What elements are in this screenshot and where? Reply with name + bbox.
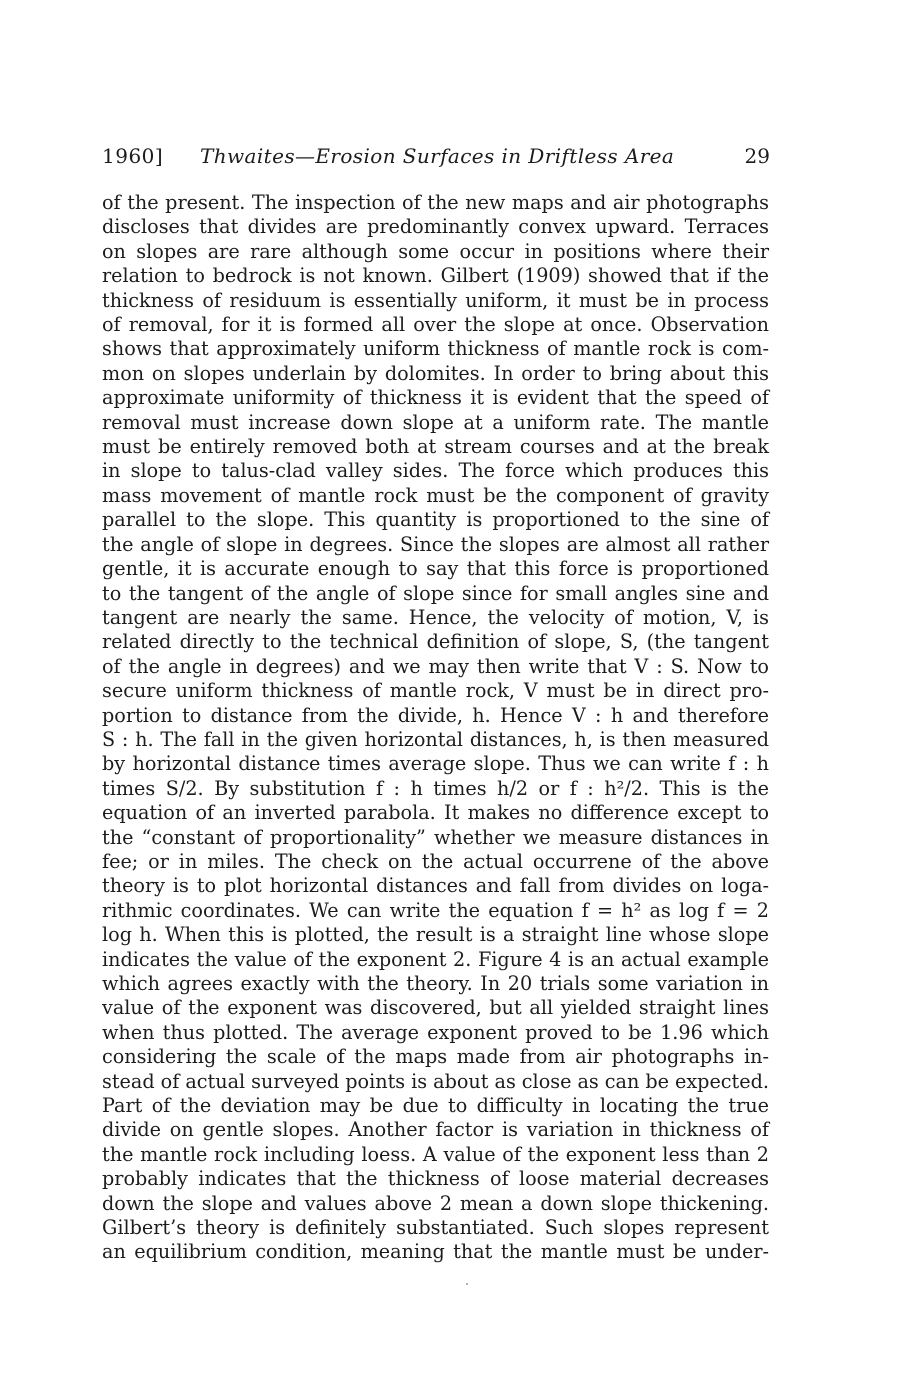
text-line: discloses that divides are predominantly convex upward. Terraces — [102, 215, 769, 239]
text-line: the mantle rock including loess. A value of the exponent less than 2 — [102, 1142, 769, 1166]
text-line: value of the exponent was discovered, but all yielded straight lines — [102, 996, 769, 1020]
text-line: in slope to talus-clad valley sides. The force which produces this — [102, 459, 769, 483]
text-line: relation to bedrock is not known. Gilbert (1909) showed that if the — [102, 264, 769, 288]
text-line: tangent are nearly the same. Hence, the velocity of motion, V, is — [102, 605, 769, 629]
text-line: equation of an inverted parabola. It makes no difference except to — [102, 801, 769, 825]
text-line: an equilibrium condition, meaning that the mantle must be under- — [102, 1240, 769, 1264]
text-line: considering the scale of the maps made from air photographs in- — [102, 1045, 769, 1069]
text-line: the “constant of proportionality” whether we measure distances in — [102, 825, 769, 849]
text-line: down the slope and values above 2 mean a down slope thickening. — [102, 1191, 769, 1215]
header-title: Thwaites—Erosion Surfaces in Driftless Area — [200, 144, 675, 168]
text-line: approximate uniformity of thickness it is evident that the speed of — [102, 386, 769, 410]
text-line: portion to distance from the divide, h. Hence V : h and therefore — [102, 703, 769, 727]
text-line: removal must increase down slope at a uniform rate. The mantle — [102, 410, 769, 434]
text-line: on slopes are rare although some occur in positions where their — [102, 239, 769, 263]
text-line: of removal, for it is formed all over the slope at once. Observation — [102, 313, 769, 337]
text-line: Gilbert’s theory is definitely substantiated. Such slopes represent — [102, 1216, 769, 1240]
text-line: log h. When this is plotted, the result is a straight line whose slope — [102, 923, 769, 947]
text-line: stead of actual surveyed points is about as close as can be expected. — [102, 1069, 769, 1093]
text-line: S : h. The fall in the given horizontal distances, h, is then measured — [102, 727, 769, 751]
text-line: the angle of slope in degrees. Since the slopes are almost all rather — [102, 532, 769, 556]
text-line: Part of the deviation may be due to difficulty in locating the true — [102, 1094, 769, 1118]
text-line: shows that approximately uniform thickness of mantle rock is com- — [102, 337, 769, 361]
text-line: when thus plotted. The average exponent proved to be 1.96 which — [102, 1020, 769, 1044]
text-line: parallel to the slope. This quantity is proportioned to the sine of — [102, 508, 769, 532]
text-line: gentle, it is accurate enough to say that this force is proportioned — [102, 557, 769, 581]
text-line: related directly to the technical definition of slope, S, (the tangent — [102, 630, 769, 654]
text-line: divide on gentle slopes. Another factor is variation in thickness of — [102, 1118, 769, 1142]
page-number: 29 — [744, 144, 770, 168]
header-year: 1960] — [102, 144, 164, 168]
print-speck — [466, 1283, 468, 1285]
text-line: times S/2. By substitution f : h times h/2 or f : h²/2. This is the — [102, 776, 769, 800]
running-head — [102, 142, 770, 170]
text-line: of the angle in degrees) and we may then write that V : S. Now to — [102, 654, 769, 678]
text-line: must be entirely removed both at stream courses and at the break — [102, 435, 769, 459]
text-line: indicates the value of the exponent 2. Figure 4 is an actual example — [102, 947, 769, 971]
text-line: probably indicates that the thickness of loose material decreases — [102, 1167, 769, 1191]
text-line: by horizontal distance times average slope. Thus we can write f : h — [102, 752, 769, 776]
text-line: of the present. The inspection of the new maps and air photographs — [102, 191, 769, 214]
body-paragraph — [102, 191, 769, 1265]
text-line: theory is to plot horizontal distances and fall from divides on loga- — [102, 874, 769, 898]
text-line: mon on slopes underlain by dolomites. In order to bring about this — [102, 361, 769, 385]
text-line: secure uniform thickness of mantle rock, V must be in direct pro- — [102, 679, 769, 703]
text-line: which agrees exactly with the theory. In 20 trials some variation in — [102, 972, 769, 995]
text-line: rithmic coordinates. We can write the equation f = h² as log f = 2 — [102, 898, 769, 922]
text-line: fee; or in miles. The check on the actual occurrene of the above — [102, 849, 769, 873]
text-line: mass movement of mantle rock must be the component of gravity — [102, 483, 769, 507]
text-line: to the tangent of the angle of slope since for small angles sine and — [102, 581, 769, 605]
text-line: thickness of residuum is essentially uniform, it must be in process — [102, 288, 769, 312]
